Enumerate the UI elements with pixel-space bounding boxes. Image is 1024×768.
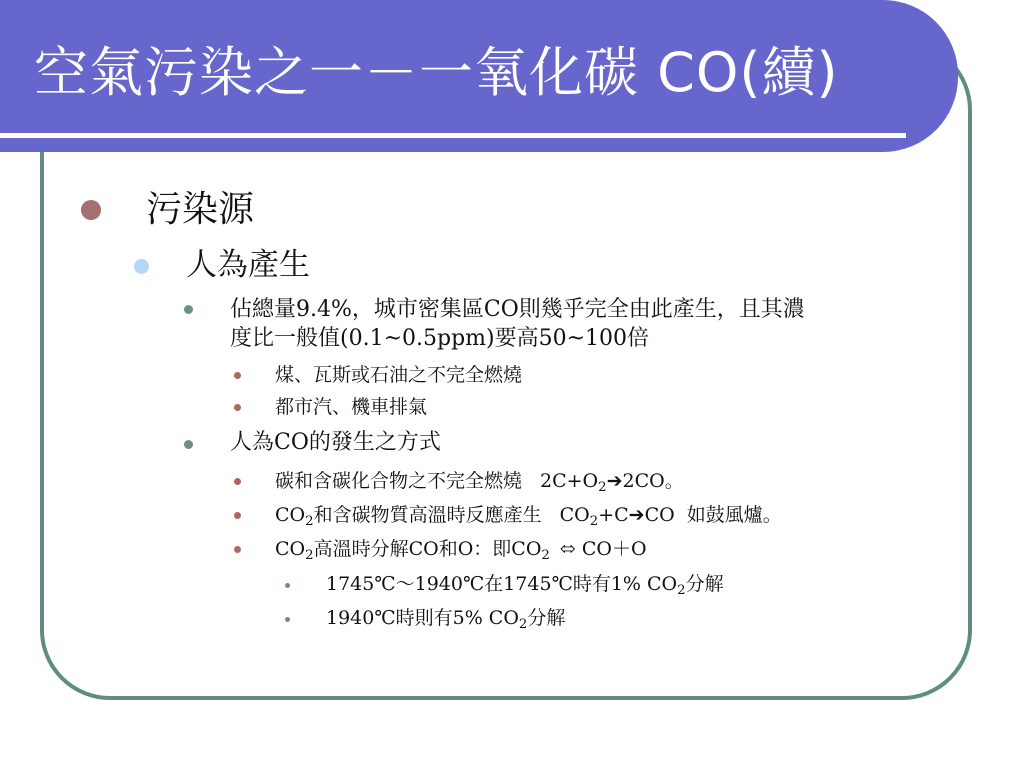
arrow-right-icon: ➔ bbox=[628, 504, 645, 526]
co2-prefix: CO bbox=[275, 504, 306, 526]
item-co2-reaction bbox=[275, 502, 782, 528]
bullet-level4 bbox=[234, 404, 241, 411]
item-carbon-combustion bbox=[275, 468, 684, 494]
equation-2co: 2CO。 bbox=[622, 470, 684, 492]
equation-co-plus-o: CO＋O bbox=[575, 538, 647, 560]
bullet-level5 bbox=[285, 583, 290, 588]
subscript-2: 2 bbox=[677, 582, 686, 598]
item-1940-decomposition-text: 1940℃時則有5% CO bbox=[326, 607, 519, 629]
bullet-level4 bbox=[234, 512, 241, 519]
bullet-level1 bbox=[81, 200, 101, 220]
text-co-generation-methods: 人為CO的發生之方式 bbox=[230, 430, 441, 455]
text-share-line1: 佔總量9.4%，城市密集區CO則幾乎完全由此產生，且其濃 bbox=[230, 297, 805, 322]
item-carbon-combustion-text: 碳和含碳化合物之不完全燃燒 bbox=[275, 470, 523, 492]
item-1940-decomposition bbox=[326, 605, 565, 631]
item-co2-decomposition bbox=[275, 536, 647, 562]
subscript-2: 2 bbox=[305, 513, 314, 529]
subscript-2: 2 bbox=[518, 616, 528, 632]
bullet-level3 bbox=[184, 440, 193, 449]
bullet-level4 bbox=[234, 546, 241, 553]
bullet-level4 bbox=[234, 478, 241, 485]
subscript-2: 2 bbox=[589, 513, 599, 529]
double-arrow-icon: ⬄ bbox=[559, 538, 576, 560]
item-vehicle-exhaust: 都市汽、機車排氣 bbox=[275, 396, 428, 418]
item-co2-reaction-text: 和含碳物質高溫時反應產生 bbox=[313, 504, 542, 526]
item-incomplete-combustion: 煤、瓦斯或石油之不完全燃燒 bbox=[275, 364, 523, 386]
item-temperature-range bbox=[326, 571, 724, 597]
item-temperature-range-suffix: 分解 bbox=[685, 573, 724, 595]
subscript-2: 2 bbox=[541, 547, 550, 563]
co2-prefix: CO bbox=[275, 538, 306, 560]
subscript-2: 2 bbox=[598, 479, 607, 495]
bullet-level3 bbox=[184, 305, 193, 314]
item-1940-decomposition-suffix: 分解 bbox=[527, 607, 566, 629]
bullet-level5 bbox=[285, 617, 290, 622]
text-share-line2: 度比一般值(0.1~0.5ppm)要高50~100倍 bbox=[230, 326, 650, 351]
slide-title: 空氣污染之一－一氧化碳 CO(續) bbox=[34, 41, 839, 104]
bullet-level4 bbox=[234, 372, 241, 379]
equation-co-furnace: CO 如鼓風爐。 bbox=[644, 504, 782, 526]
item-co2-decomposition-text: 高溫時分解CO和O：即CO bbox=[313, 538, 542, 560]
subscript-2: 2 bbox=[305, 547, 314, 563]
heading-pollution-source: 污染源 bbox=[146, 189, 255, 230]
equation-plus-c: +C bbox=[598, 504, 629, 526]
subheading-man-made: 人為產生 bbox=[186, 247, 310, 283]
bullet-level2 bbox=[134, 259, 149, 274]
item-temperature-range-text: 1745℃～1940℃在1745℃時有1% CO bbox=[326, 573, 678, 595]
equation-2c-o2: 2C+O bbox=[540, 470, 599, 492]
arrow-right-icon: ➔ bbox=[606, 470, 623, 492]
equation-co2: CO bbox=[559, 504, 590, 526]
